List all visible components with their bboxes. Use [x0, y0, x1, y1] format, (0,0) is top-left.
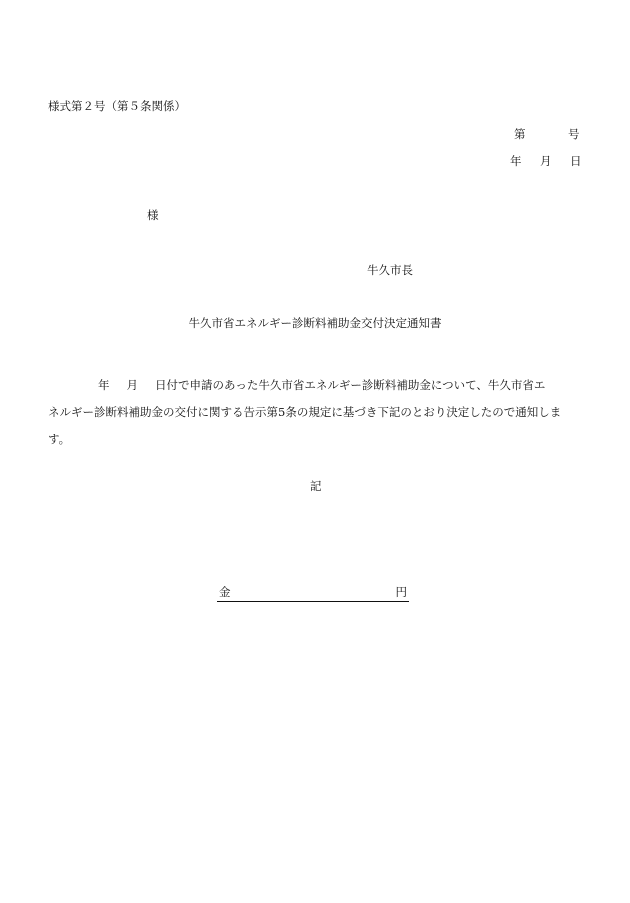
recipient-honorific: 様 [147, 208, 159, 222]
notice-body [48, 372, 584, 453]
record-heading: 記 [310, 479, 322, 493]
body-line-2: ネルギー診断料補助金の交付に関する告示第5条の規定に基づき下記のとおり決定したので通知しま [48, 405, 562, 419]
date-year-label: 年 [510, 154, 522, 168]
body-year-label: 年 [98, 378, 110, 392]
body-month-label: 月 [126, 378, 138, 392]
amount-line [217, 587, 409, 602]
body-line-3: す。 [48, 432, 71, 446]
document-number-prefix: 第 [514, 127, 526, 141]
amount-unit: 円 [395, 585, 407, 599]
amount-prefix: 金 [219, 585, 231, 599]
form-number: 様式第２号（第５条関係） [48, 99, 186, 113]
document-title: 牛久市省エネルギー診断料補助金交付決定通知書 [188, 316, 442, 330]
document-number-suffix: 号 [568, 127, 580, 141]
body-line-1-text: 日付で申請のあった牛久市省エネルギー診断料補助金について、牛久市省エ [155, 378, 546, 392]
date-day-label: 日 [570, 154, 582, 168]
issuer-name: 牛久市長 [367, 263, 413, 277]
date-month-label: 月 [540, 154, 552, 168]
body-line-1 [48, 372, 584, 399]
